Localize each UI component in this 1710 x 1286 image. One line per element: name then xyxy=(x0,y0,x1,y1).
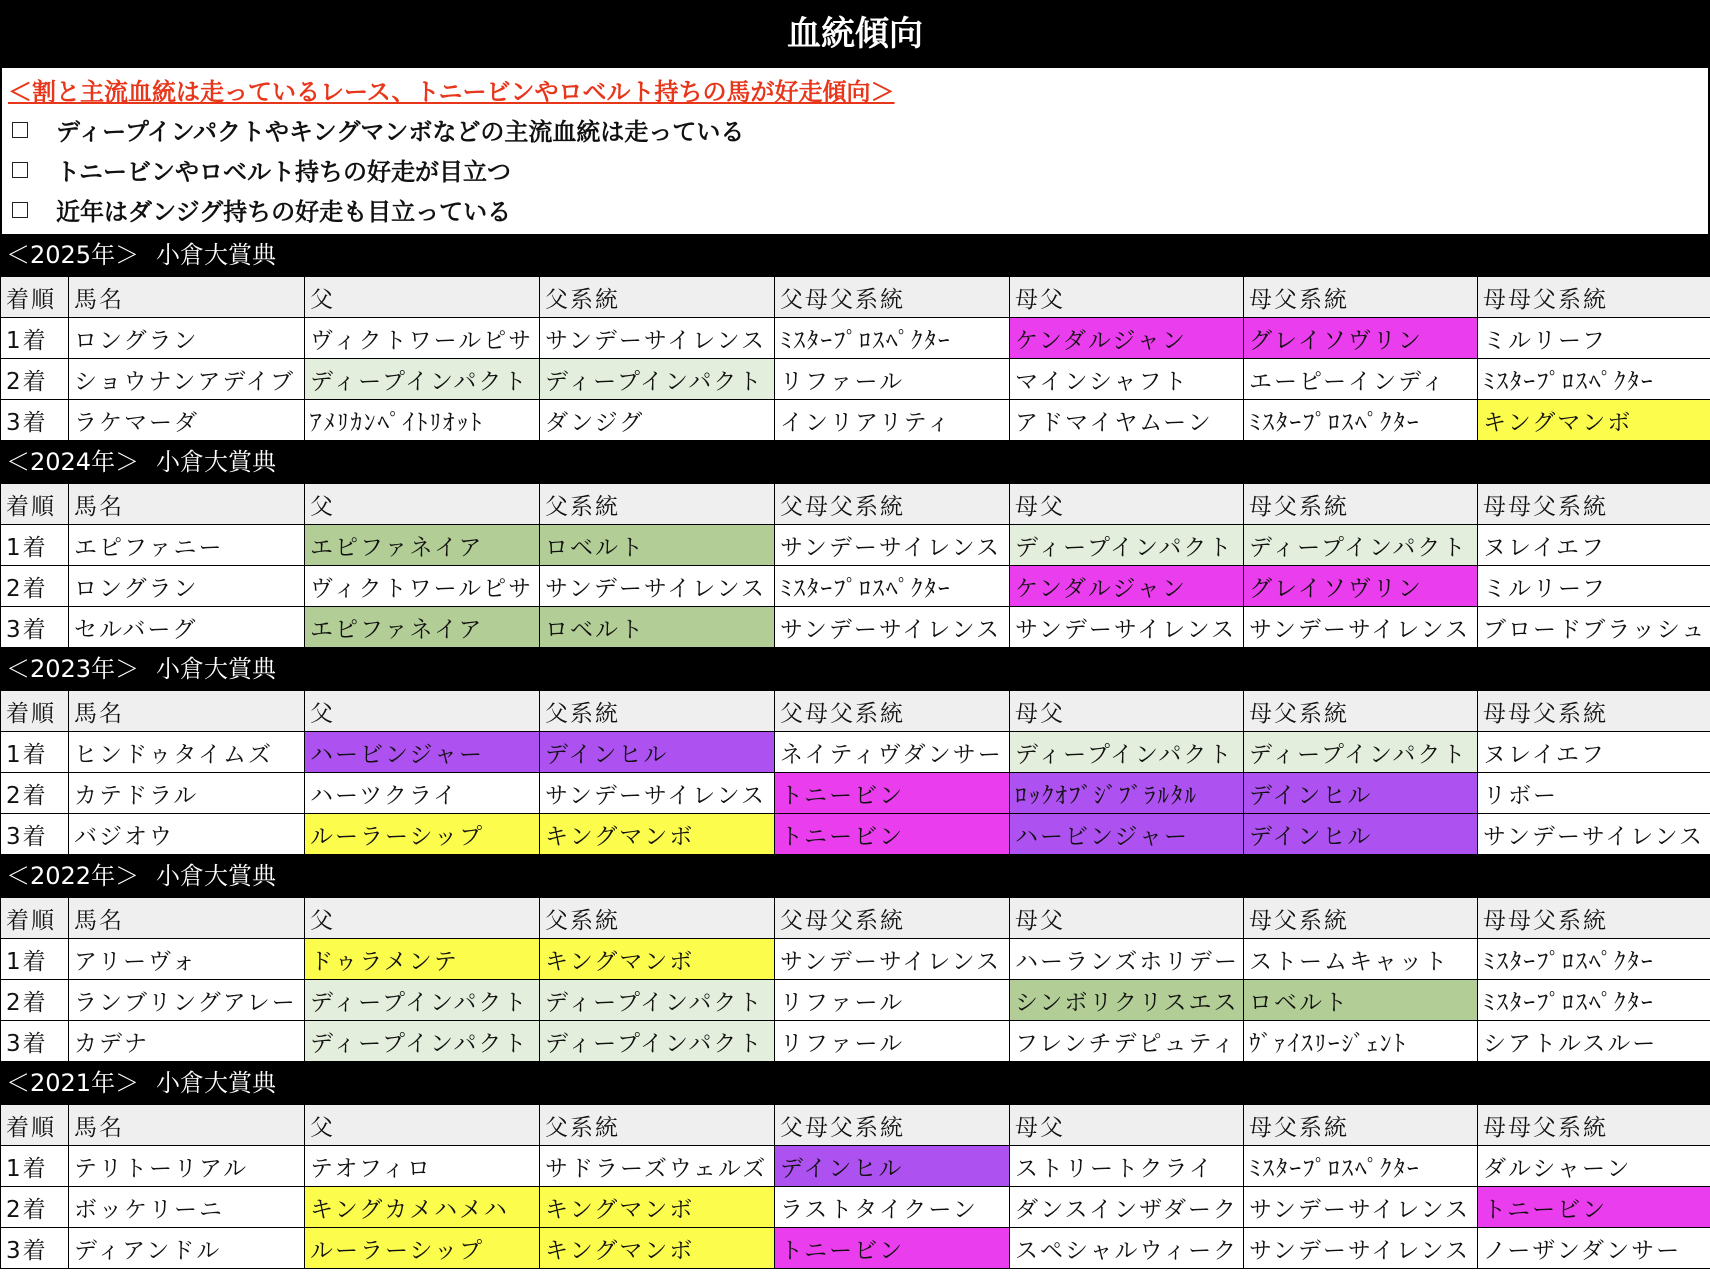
table-cell: 1着 xyxy=(1,939,69,980)
table-cell: ｳﾞｧｲｽﾘｰｼﾞｪﾝﾄ xyxy=(1244,1021,1478,1062)
column-header: 着順 xyxy=(1,484,69,525)
table-row xyxy=(1,525,1710,566)
table-cell: ディープインパクト xyxy=(305,359,540,400)
summary-point-text: ディープインパクトやキングマンボなどの主流血統は走っている xyxy=(56,118,745,146)
column-header: 着順 xyxy=(1,898,69,939)
table-cell: ルーラーシップ xyxy=(305,814,540,855)
column-header: 父母父系統 xyxy=(775,898,1010,939)
table-cell: 3着 xyxy=(1,1228,69,1269)
table-cell: サドラーズウェルズ xyxy=(540,1146,775,1187)
year-sections xyxy=(0,234,1710,1269)
table-row xyxy=(1,1021,1710,1062)
table-cell: サンデーサイレンス xyxy=(1010,607,1244,648)
table-cell: 2着 xyxy=(1,566,69,607)
table-cell: ノーザンダンサー xyxy=(1478,1228,1710,1269)
table-cell: ヴィクトワールピサ xyxy=(305,566,540,607)
table-cell: エピファネイア xyxy=(305,525,540,566)
table-cell: ミルリーフ xyxy=(1478,566,1710,607)
table-row xyxy=(1,732,1710,773)
table-cell: ハーランズホリデー xyxy=(1010,939,1244,980)
table-cell: エーピーインディ xyxy=(1244,359,1478,400)
table-cell: カテドラル xyxy=(69,773,305,814)
table-cell: ﾐｽﾀｰﾌﾟﾛｽﾍﾟｸﾀｰ xyxy=(1478,359,1710,400)
section-header xyxy=(0,855,1710,897)
column-header: 着順 xyxy=(1,1105,69,1146)
year-section xyxy=(0,234,1710,441)
table-cell: ケンダルジャン xyxy=(1010,566,1244,607)
table-cell: ﾐｽﾀｰﾌﾟﾛｽﾍﾟｸﾀｰ xyxy=(775,566,1010,607)
table-cell: トニービン xyxy=(775,773,1010,814)
table-row xyxy=(1,1146,1710,1187)
column-header: 父系統 xyxy=(540,484,775,525)
column-header: 母父 xyxy=(1010,277,1244,318)
table-cell: エピファネイア xyxy=(305,607,540,648)
table-cell: ヌレイエフ xyxy=(1478,732,1710,773)
table-cell: ボッケリーニ xyxy=(69,1187,305,1228)
table-cell: ハービンジャー xyxy=(1010,814,1244,855)
section-race-name: 小倉大賞典 xyxy=(156,655,276,683)
column-header: 母父系統 xyxy=(1244,898,1478,939)
table-cell: バジオウ xyxy=(69,814,305,855)
column-header-row xyxy=(1,484,1710,525)
checkbox-icon xyxy=(12,202,28,218)
table-cell: ヴィクトワールピサ xyxy=(305,318,540,359)
table-cell: サンデーサイレンス xyxy=(540,566,775,607)
table-row xyxy=(1,607,1710,648)
table-cell: トニービン xyxy=(775,1228,1010,1269)
table-cell: サンデーサイレンス xyxy=(775,525,1010,566)
column-header: 母母父系統 xyxy=(1478,691,1710,732)
table-cell: ランブリングアレー xyxy=(69,980,305,1021)
table-cell: 2着 xyxy=(1,773,69,814)
table-cell: ルーラーシップ xyxy=(305,1228,540,1269)
summary-point-text: トニービンやロベルト持ちの好走が目立つ xyxy=(56,158,512,186)
checkbox-icon xyxy=(12,162,28,178)
column-header: 母父 xyxy=(1010,484,1244,525)
column-header: 父母父系統 xyxy=(775,691,1010,732)
table-cell: 3着 xyxy=(1,607,69,648)
section-year: ＜2021年＞ xyxy=(6,1069,140,1097)
column-header: 馬名 xyxy=(69,484,305,525)
results-table xyxy=(0,897,1710,1062)
table-cell: アリーヴォ xyxy=(69,939,305,980)
table-cell: ロベルト xyxy=(540,525,775,566)
table-cell: テオフィロ xyxy=(305,1146,540,1187)
year-section xyxy=(0,855,1710,1062)
table-cell: サンデーサイレンス xyxy=(1244,1187,1478,1228)
column-header: 母母父系統 xyxy=(1478,277,1710,318)
column-header: 母父 xyxy=(1010,1105,1244,1146)
table-cell: ﾐｽﾀｰﾌﾟﾛｽﾍﾟｸﾀｰ xyxy=(1478,980,1710,1021)
table-cell: ロベルト xyxy=(1244,980,1478,1021)
table-cell: ディープインパクト xyxy=(540,1021,775,1062)
year-section xyxy=(0,1062,1710,1269)
section-race-name: 小倉大賞典 xyxy=(156,448,276,476)
table-cell: 2着 xyxy=(1,359,69,400)
section-year: ＜2022年＞ xyxy=(6,862,140,890)
table-cell: グレイソヴリン xyxy=(1244,566,1478,607)
table-row xyxy=(1,980,1710,1021)
table-cell: エピファニー xyxy=(69,525,305,566)
table-cell: ディープインパクト xyxy=(1244,732,1478,773)
table-cell: サンデーサイレンス xyxy=(775,939,1010,980)
table-row xyxy=(1,400,1710,441)
column-header: 父 xyxy=(305,1105,540,1146)
table-cell: サンデーサイレンス xyxy=(540,318,775,359)
table-cell: ﾐｽﾀｰﾌﾟﾛｽﾍﾟｸﾀｰ xyxy=(1244,400,1478,441)
table-cell: 1着 xyxy=(1,1146,69,1187)
table-cell: 3着 xyxy=(1,400,69,441)
column-header: 着順 xyxy=(1,691,69,732)
table-cell: 2着 xyxy=(1,980,69,1021)
column-header-row xyxy=(1,277,1710,318)
column-header: 父系統 xyxy=(540,277,775,318)
table-cell: インリアリティ xyxy=(775,400,1010,441)
year-section xyxy=(0,441,1710,648)
table-row xyxy=(1,318,1710,359)
summary-block xyxy=(0,68,1710,234)
table-cell: キングマンボ xyxy=(540,1228,775,1269)
sheet-title: 血統傾向 xyxy=(0,0,1710,68)
column-header: 馬名 xyxy=(69,691,305,732)
table-cell: ハービンジャー xyxy=(305,732,540,773)
table-row xyxy=(1,1187,1710,1228)
table-cell: ヒンドゥタイムズ xyxy=(69,732,305,773)
table-cell: カデナ xyxy=(69,1021,305,1062)
table-cell: ダンジグ xyxy=(540,400,775,441)
column-header: 父系統 xyxy=(540,1105,775,1146)
table-cell: テリトーリアル xyxy=(69,1146,305,1187)
results-table xyxy=(0,1104,1710,1269)
table-cell: デインヒル xyxy=(1244,814,1478,855)
column-header: 父系統 xyxy=(540,898,775,939)
table-row xyxy=(1,566,1710,607)
table-row xyxy=(1,814,1710,855)
table-cell: ラストタイクーン xyxy=(775,1187,1010,1228)
column-header: 父 xyxy=(305,898,540,939)
results-table xyxy=(0,690,1710,855)
table-cell: ディープインパクト xyxy=(540,980,775,1021)
column-header-row xyxy=(1,691,1710,732)
table-cell: ネイティヴダンサー xyxy=(775,732,1010,773)
column-header: 母母父系統 xyxy=(1478,1105,1710,1146)
table-cell: リファール xyxy=(775,980,1010,1021)
column-header: 馬名 xyxy=(69,277,305,318)
table-cell: ダンスインザダーク xyxy=(1010,1187,1244,1228)
table-row xyxy=(1,939,1710,980)
table-cell: キングカメハメハ xyxy=(305,1187,540,1228)
table-cell: サンデーサイレンス xyxy=(1244,607,1478,648)
table-cell: ミルリーフ xyxy=(1478,318,1710,359)
table-cell: 3着 xyxy=(1,814,69,855)
table-cell: アドマイヤムーン xyxy=(1010,400,1244,441)
table-row xyxy=(1,773,1710,814)
column-header: 馬名 xyxy=(69,1105,305,1146)
table-cell: ディアンドル xyxy=(69,1228,305,1269)
column-header: 母父系統 xyxy=(1244,1105,1478,1146)
column-header: 母父 xyxy=(1010,898,1244,939)
table-cell: ストリートクライ xyxy=(1010,1146,1244,1187)
table-cell: ﾐｽﾀｰﾌﾟﾛｽﾍﾟｸﾀｰ xyxy=(775,318,1010,359)
table-cell: ディープインパクト xyxy=(540,359,775,400)
summary-point-text: 近年はダンジグ持ちの好走も目立っている xyxy=(56,198,512,226)
section-race-name: 小倉大賞典 xyxy=(156,862,276,890)
table-cell: サンデーサイレンス xyxy=(1478,814,1710,855)
table-cell: ハーツクライ xyxy=(305,773,540,814)
table-cell: ロベルト xyxy=(540,607,775,648)
table-cell: リファール xyxy=(775,359,1010,400)
section-race-name: 小倉大賞典 xyxy=(156,241,276,269)
table-cell: セルバーグ xyxy=(69,607,305,648)
table-cell: ロングラン xyxy=(69,566,305,607)
table-cell: シンボリクリスエス xyxy=(1010,980,1244,1021)
table-cell: ドゥラメンテ xyxy=(305,939,540,980)
column-header: 母母父系統 xyxy=(1478,898,1710,939)
column-header: 父母父系統 xyxy=(775,484,1010,525)
column-header: 父母父系統 xyxy=(775,277,1010,318)
table-cell: ﾐｽﾀｰﾌﾟﾛｽﾍﾟｸﾀｰ xyxy=(1478,939,1710,980)
year-section xyxy=(0,648,1710,855)
table-cell: ヌレイエフ xyxy=(1478,525,1710,566)
table-cell: ディープインパクト xyxy=(1010,732,1244,773)
table-cell: キングマンボ xyxy=(540,939,775,980)
table-cell: リファール xyxy=(775,1021,1010,1062)
table-cell: スペシャルウィーク xyxy=(1010,1228,1244,1269)
table-row xyxy=(1,359,1710,400)
checkbox-icon xyxy=(12,122,28,138)
table-cell: ﾐｽﾀｰﾌﾟﾛｽﾍﾟｸﾀｰ xyxy=(1244,1146,1478,1187)
column-header: 父 xyxy=(305,691,540,732)
table-cell: サンデーサイレンス xyxy=(1244,1228,1478,1269)
table-cell: トニービン xyxy=(1478,1187,1710,1228)
table-cell: ショウナンアデイブ xyxy=(69,359,305,400)
section-header xyxy=(0,441,1710,483)
column-header-row xyxy=(1,1105,1710,1146)
table-cell: ディープインパクト xyxy=(305,1021,540,1062)
table-cell: 1着 xyxy=(1,525,69,566)
table-cell: ロングラン xyxy=(69,318,305,359)
column-header: 父母父系統 xyxy=(775,1105,1010,1146)
table-cell: デインヒル xyxy=(540,732,775,773)
table-cell: 3着 xyxy=(1,1021,69,1062)
table-row xyxy=(1,1228,1710,1269)
section-year: ＜2024年＞ xyxy=(6,448,140,476)
table-cell: リボー xyxy=(1478,773,1710,814)
table-cell: キングマンボ xyxy=(1478,400,1710,441)
table-cell: ブロードブラッシュ xyxy=(1478,607,1710,648)
column-header: 着順 xyxy=(1,277,69,318)
results-table xyxy=(0,483,1710,648)
column-header: 母父系統 xyxy=(1244,277,1478,318)
summary-headline: ＜割と主流血統は走っているレース、トニービンやロベルト持ちの馬が好走傾向＞ xyxy=(8,78,895,106)
section-year: ＜2025年＞ xyxy=(6,241,140,269)
section-race-name: 小倉大賞典 xyxy=(156,1069,276,1097)
table-cell: ストームキャット xyxy=(1244,939,1478,980)
table-cell: 1着 xyxy=(1,732,69,773)
table-cell: ディープインパクト xyxy=(1244,525,1478,566)
table-cell: トニービン xyxy=(775,814,1010,855)
column-header: 父系統 xyxy=(540,691,775,732)
table-cell: 1着 xyxy=(1,318,69,359)
table-cell: シアトルスルー xyxy=(1478,1021,1710,1062)
table-cell: サンデーサイレンス xyxy=(540,773,775,814)
table-cell: ラケマーダ xyxy=(69,400,305,441)
section-header xyxy=(0,1062,1710,1104)
section-header xyxy=(0,648,1710,690)
section-year: ＜2023年＞ xyxy=(6,655,140,683)
table-cell: フレンチデピュティ xyxy=(1010,1021,1244,1062)
table-cell: ディープインパクト xyxy=(305,980,540,1021)
table-cell: デインヒル xyxy=(1244,773,1478,814)
section-header xyxy=(0,234,1710,276)
table-cell: ダルシャーン xyxy=(1478,1146,1710,1187)
table-cell: ディープインパクト xyxy=(1010,525,1244,566)
table-cell: サンデーサイレンス xyxy=(775,607,1010,648)
table-cell: デインヒル xyxy=(775,1146,1010,1187)
table-cell: 2着 xyxy=(1,1187,69,1228)
column-header: 母母父系統 xyxy=(1478,484,1710,525)
table-cell: ﾛｯｸｵﾌﾞｼﾞﾌﾞﾗﾙﾀﾙ xyxy=(1010,773,1244,814)
results-table xyxy=(0,276,1710,441)
column-header: 馬名 xyxy=(69,898,305,939)
table-cell: ｱﾒﾘｶﾝﾍﾟｲﾄﾘｵｯﾄ xyxy=(305,400,540,441)
table-cell: グレイソヴリン xyxy=(1244,318,1478,359)
column-header: 父 xyxy=(305,484,540,525)
table-cell: キングマンボ xyxy=(540,1187,775,1228)
column-header: 母父 xyxy=(1010,691,1244,732)
table-cell: ケンダルジャン xyxy=(1010,318,1244,359)
column-header: 母父系統 xyxy=(1244,484,1478,525)
column-header: 父 xyxy=(305,277,540,318)
column-header-row xyxy=(1,898,1710,939)
column-header: 母父系統 xyxy=(1244,691,1478,732)
table-cell: マインシャフト xyxy=(1010,359,1244,400)
table-cell: キングマンボ xyxy=(540,814,775,855)
